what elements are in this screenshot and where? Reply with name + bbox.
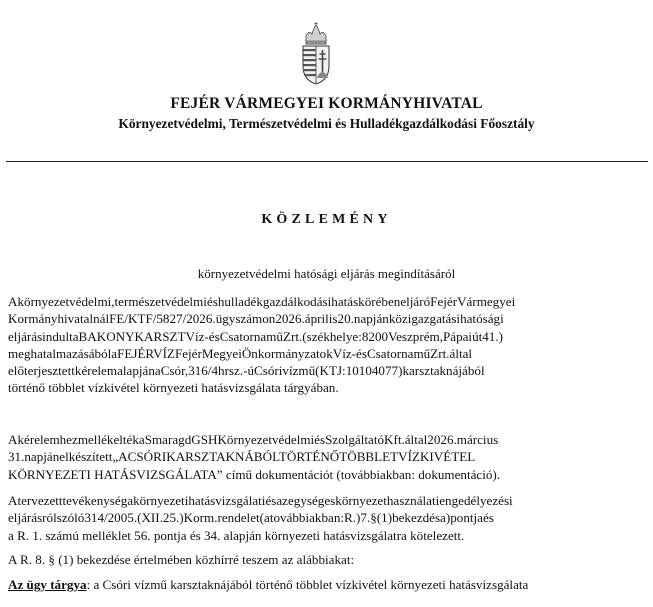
paragraph-procedure: [8, 293, 646, 397]
subject-label: Az ügy tárgya: [8, 577, 87, 592]
paragraph-line: meghatalmazásábólaFEJÉRVÍZFejérMegyeiÖnkormányzatokVíz-ésCsatornaműZrt.által: [8, 345, 473, 361]
paragraph-attachment: [8, 431, 646, 483]
paragraph-line: A R. 8. § (1) bekezdése értelmében közhírré teszem az alábbiakat:: [8, 552, 355, 567]
paragraph-line: a R. 1. számú melléklet 56. pontja és 34. alapján környezeti hatásvizsgálatra kötelezett.: [8, 527, 465, 543]
paragraph-announcement: [8, 551, 646, 568]
paragraph-line: Atervezetttevékenységakörnyezetihatásvizsgálatiésazegységeskörnyezethasználatiengedélyezési: [8, 493, 513, 508]
paragraph-line: KÖRNYEZETI HATÁSVIZSGÁLATA” című dokumentációt (továbbiakban: dokumentáció).: [8, 466, 501, 482]
paragraph-legal-basis: [8, 492, 646, 544]
notice-subtitle: környezetvédelmi hatósági eljárás megindításáról: [197, 266, 456, 281]
notice-title: KÖZLEMÉNY: [261, 212, 392, 227]
paragraph-line: előterjesztettkérelemalapjánaCsór,316/4hrsz.-úCsórivízmű(KTJ:10104077)karsztaknájából: [8, 363, 485, 379]
hungarian-coat-of-arms-icon: [300, 22, 332, 86]
paragraph-line: AkérelemhezmellékeltékaSmaragdGSHKörnyezetvédelmiésSzolgáltatóKft.által2026.március: [8, 432, 499, 447]
paragraph-line: 31.napjánelkészített„ACSÓRIKARSZTAKNÁBÓLTÖRTÉNŐTÖBBLETVÍZKIVÉTEL: [8, 449, 476, 465]
department-name: Környezetvédelmi, Természetvédelmi és Hulladékgazdálkodási Főosztály: [118, 116, 535, 131]
paragraph-line: eljárásindultaBAKONYKARSZTVíz-ésCsatornaműZrt.(székhelye:8200Veszprém,Pápaiút41.): [8, 328, 503, 344]
paragraph-line: Akörnyezetvédelmi,természetvédelmiéshulladékgazdálkodásihatáskörébeneljáróFejérVármegyei: [8, 294, 516, 309]
header-divider: [6, 161, 648, 162]
paragraph-line: KormányhivatalnálFE/KTF/5827/2026.ügyszámon2026.április20.napjánközigazgatásihatósági: [8, 311, 504, 327]
paragraph-subject: [8, 576, 646, 593]
organization-name: FEJÉR VÁRMEGYEI KORMÁNYHIVATAL: [170, 95, 483, 112]
subject-text: : a Csóri vízmű karsztaknájából történő többlet vízkivétel környezeti hatásvizsgálata: [86, 577, 529, 592]
paragraph-line: történő többlet vízkivétel környezeti hatásvizsgálata tárgyában.: [8, 380, 339, 396]
paragraph-line: eljárásrólszóló314/2005.(XII.25.)Korm.rendelet(atovábbiakban:R.)7.§(1)bekezdésa)pontjaés: [8, 510, 494, 526]
subject-line: [8, 576, 646, 593]
